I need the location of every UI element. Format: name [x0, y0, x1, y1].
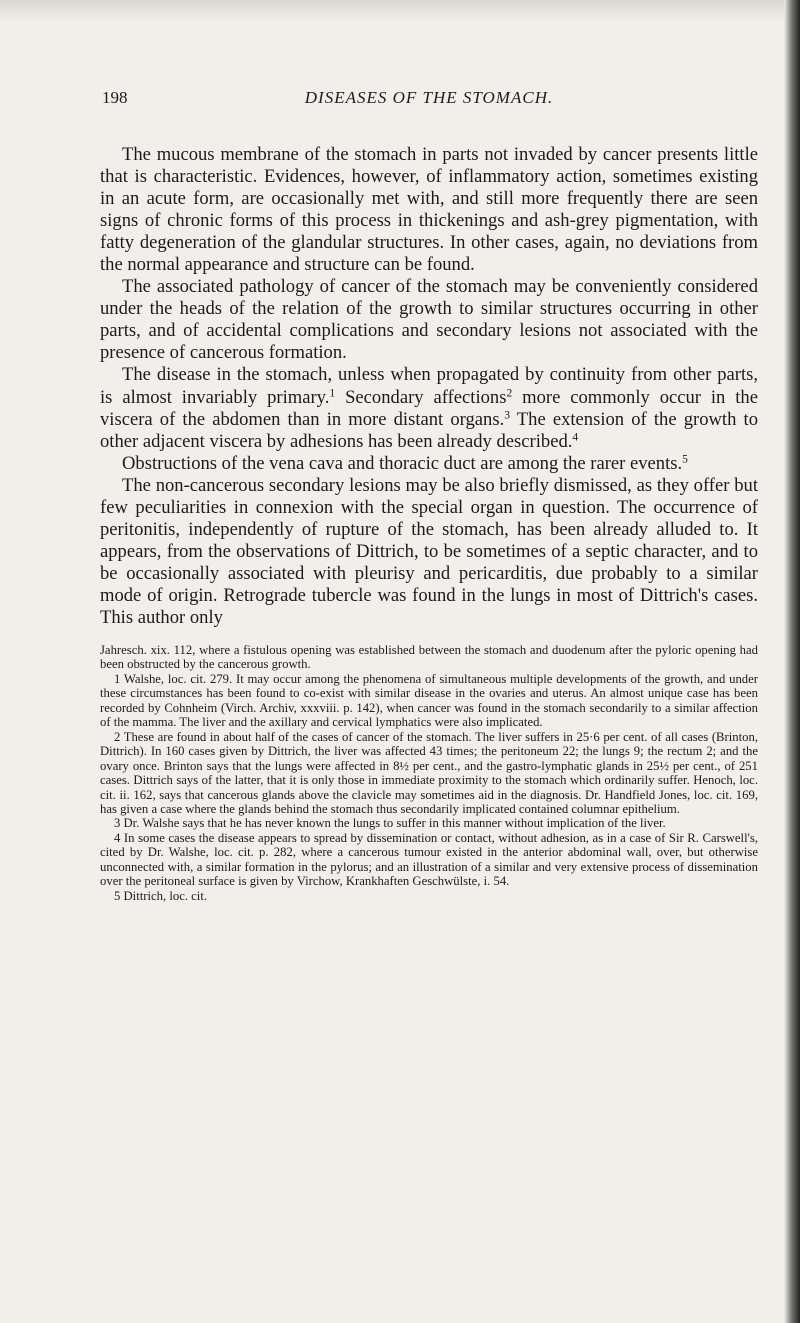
paragraph-primary-disease — [100, 364, 758, 452]
footnote-ref-4: 4 — [572, 431, 579, 444]
book-spine-shadow — [784, 0, 800, 1323]
footnote-ref-2: 2 — [506, 387, 513, 400]
footnote-ref-3: 3 — [504, 409, 510, 422]
paragraph-mucous-membrane: The mucous membrane of the stomach in parts not invaded by cancer presents little that is characteristic. Evidences, however, of inflammatory action, sometimes existing in an acute form, are occasionally met with, and still more frequently there are seen signs of chronic forms of this process in thickenings and ash-grey pigmentation, with fatty degeneration of the glandular structures. In other cases, again, no deviations from the normal appearance and structure can be found. — [100, 144, 758, 276]
footnote-4: 4 In some cases the disease appears to spread by dissemination or contact, without adhesion, as in a case of Sir R. Carswell's, cited by Dr. Walshe, loc. cit. p. 282, where a cancerous tumour existed in the anterior abdominal wall, over, but otherwise unconnected with, a similar formation in the pylorus; and an illustration of a similar and very extensive process of dissemination over the peritoneal surface is given by Virchow, Krankhaften Geschwülste, i. 54. — [100, 830, 758, 889]
footnote-5: 5 Dittrich, loc. cit. — [114, 888, 208, 903]
text-run: Secondary affections — [335, 386, 507, 408]
footnote-3: 3 Dr. Walshe says that he has never known the lungs to suffer in this manner without implication of the liver. — [114, 816, 666, 831]
section-gap — [100, 629, 758, 643]
footnote-2: 2 These are found in about half of the cases of cancer of the stomach. The liver suffers in 25·6 per cent. of all cases (Brinton, Dittrich). In 160 cases given by Dittrich, the liver was affected 43 times; the peritoneum 22; the lungs 9; the rectum 2; and the ovary once. Brinton says that the lungs were affected in 8½ per cent., and the gastro-lymphatic glands in 25½ per cent., of 251 cases. Dittrich says of the latter, that it is only those in immediate proximity to the stomach which ordinarily suffer. Henoch, loc. cit. ii. 162, says that cancerous glands above the clavicle may sometimes aid in the diagnosis. Dr. Handfield Jones, loc. cit. 169, has given a case where the glands behind the stomach thus secondarily implicated contained columnar epithelium. — [100, 729, 758, 817]
footnote-carryover: Jahresch. xix. 112, where a fistulous opening was established between the stomach and duodenum after the pyloric opening had been obstructed by the cancerous growth. — [100, 643, 758, 672]
paragraph-obstructions — [100, 453, 758, 475]
text-run: more commonly occur in the viscera of the abdomen than in more distant organs. — [100, 386, 758, 430]
paragraph-associated-pathology: The associated pathology of cancer of the stomach may be conveniently considered under the heads of the relation of the growth to similar structures occurring in other parts, and of accidental complications and secondary lesions not associated with the presence of cancerous formation. — [100, 276, 758, 364]
text-run: The extension of the growth to other adjacent viscera by adhesions has been already described. — [100, 408, 758, 452]
running-title: DISEASES OF THE STOMACH. — [304, 88, 554, 107]
footnote-ref-1: 1 — [329, 387, 336, 400]
paragraph-non-cancerous-lesions: The non-cancerous secondary lesions may be also briefly dismissed, as they offer but few peculiarities in connexion with the special organ in question. The occurrence of peritonitis, independently of rupture of the stomach, has been already alluded to. It appears, from the observations of Dittrich, to be sometimes of a septic character, and to be occasionally associated with pleurisy and pericarditis, due probably to a similar mode of origin. Retrograde tubercle was found in the lungs in most of Dittrich's cases. This author only — [100, 474, 758, 628]
footnotes — [100, 643, 758, 903]
main-text — [100, 144, 758, 629]
scan-top-edge — [0, 0, 800, 22]
text-run: The disease in the stomach, unless when propagated by continuity from other parts, is almost invariably primary. — [100, 364, 758, 408]
page-header — [100, 88, 758, 114]
text-run: Obstructions of the vena cava and thoracic duct are among the rarer events. — [122, 452, 683, 474]
footnote-ref-5: 5 — [682, 453, 688, 466]
book-page — [100, 88, 758, 903]
footnote-1: 1 Walshe, loc. cit. 279. It may occur among the phenomena of simultaneous multiple developments of the growth, and under these circumstances has been found to co-exist with similar disease in the ovaries and uterus. An almost unique case has been recorded by Cohnheim (Virch. Archiv, xxxviii. p. 142), when cancer was found in the stomach secondarily to a similar affection of the mamma. The liver and the axillary and cervical lymphatics were also implicated. — [100, 671, 758, 730]
page-number: 198 — [102, 88, 128, 107]
